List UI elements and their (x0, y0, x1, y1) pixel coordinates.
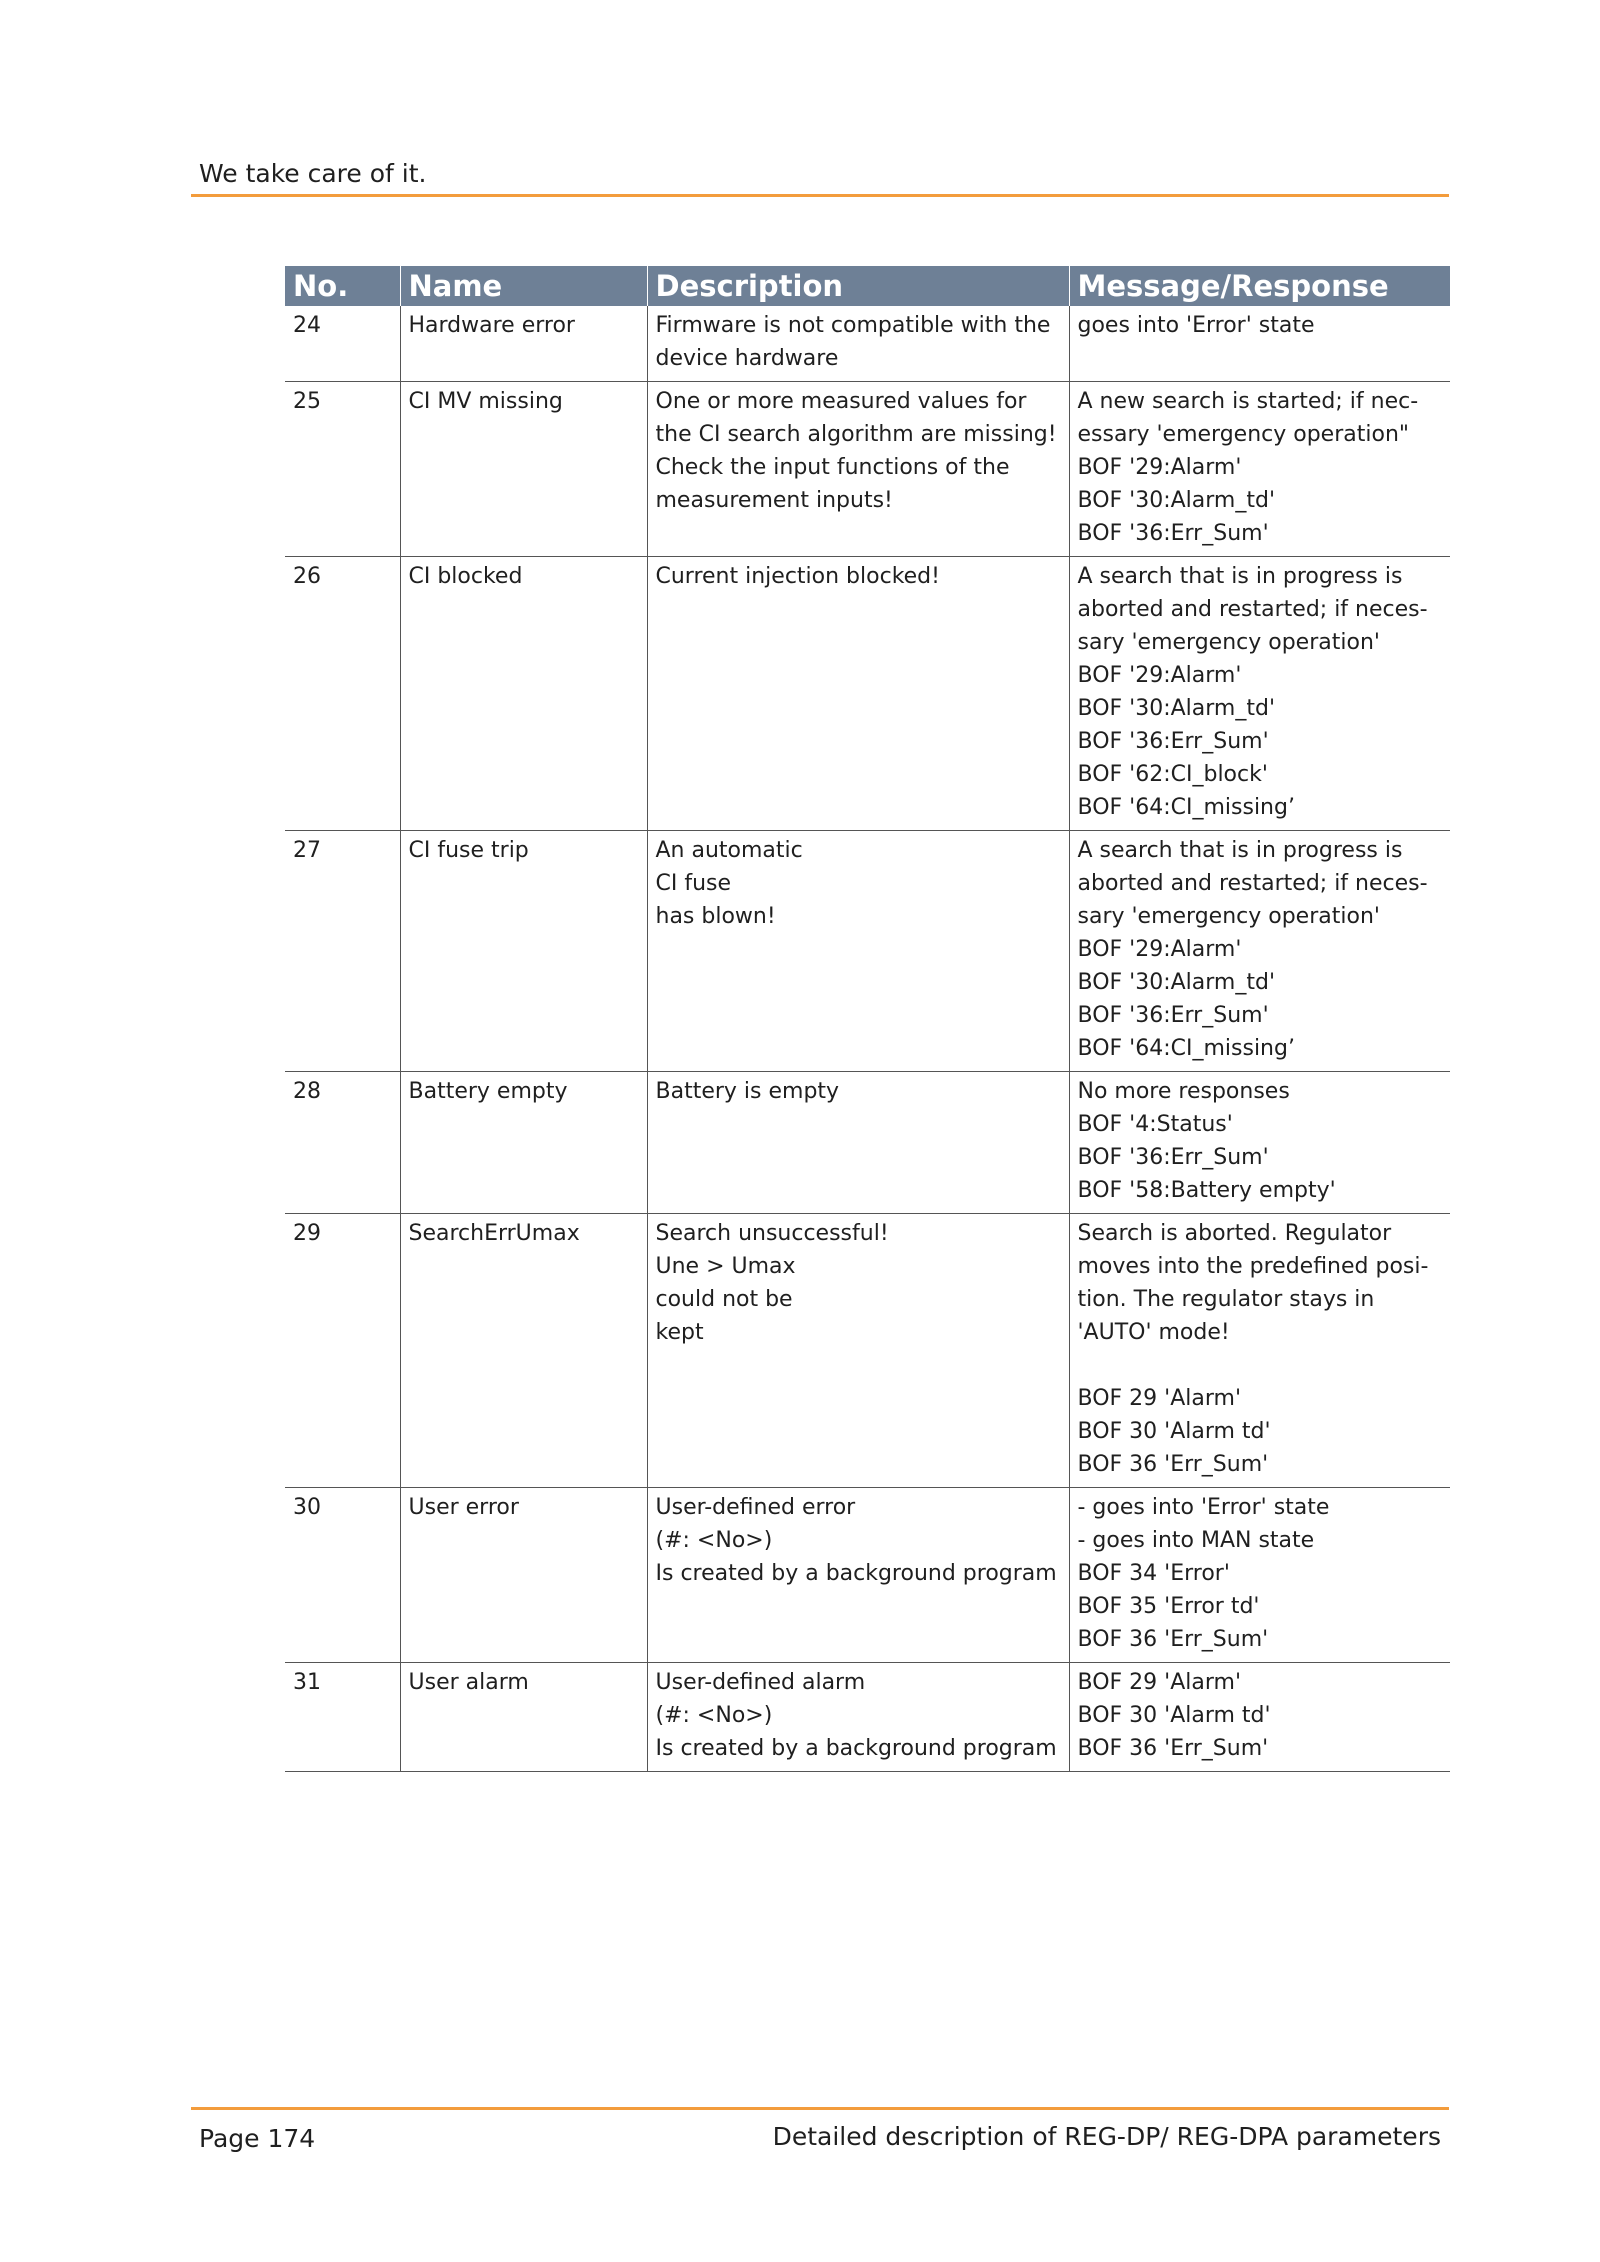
response-line: BOF '62:CI_block' (1077, 762, 1268, 787)
response-line: BOF '4:Status' (1077, 1112, 1233, 1137)
description-line: User-defined alarm (655, 1670, 866, 1695)
response-line: BOF '36:Err_Sum' (1077, 521, 1269, 546)
description-line: Check the input functions of the (655, 455, 1010, 480)
response-line: BOF '30:Alarm_td' (1077, 488, 1275, 513)
response-line: BOF '29:Alarm' (1077, 937, 1242, 962)
table-row (285, 557, 1450, 831)
column-header-name: Name (400, 266, 647, 306)
description-line: Firmware is not compatible with the (655, 313, 1051, 338)
cell-name: User alarm (400, 1663, 647, 1772)
response-line: BOF '36:Err_Sum' (1077, 1003, 1269, 1028)
cell-description (647, 1214, 1069, 1488)
table-header-row (285, 266, 1450, 306)
table-row (285, 306, 1450, 382)
response-line: aborted and restarted; if neces- (1077, 597, 1428, 622)
description-line: (#: <No>) (655, 1528, 773, 1553)
description-line: Current injection blocked! (655, 564, 940, 589)
cell-response (1069, 831, 1450, 1072)
response-line: moves into the predefined posi- (1077, 1254, 1429, 1279)
response-line: 'AUTO' mode! (1077, 1320, 1230, 1345)
table-row (285, 831, 1450, 1072)
table-row (285, 1488, 1450, 1663)
table-row (285, 382, 1450, 557)
cell-no: 24 (285, 306, 400, 382)
cell-name: Hardware error (400, 306, 647, 382)
response-line: BOF 36 'Err_Sum' (1077, 1736, 1269, 1761)
column-header-no: No. (285, 266, 400, 306)
cell-response (1069, 557, 1450, 831)
column-header-description: Description (647, 266, 1069, 306)
response-line: BOF '64:CI_missing’ (1077, 1036, 1295, 1061)
response-line: Search is aborted. Regulator (1077, 1221, 1392, 1246)
description-line: An automatic (655, 838, 803, 863)
cell-no: 30 (285, 1488, 400, 1663)
cell-response (1069, 1214, 1450, 1488)
description-line: Une > Umax (655, 1254, 796, 1279)
response-line: tion. The regulator stays in (1077, 1287, 1375, 1312)
description-line: One or more measured values for (655, 389, 1027, 414)
response-line: goes into 'Error' state (1077, 313, 1315, 338)
response-line: BOF '29:Alarm' (1077, 455, 1242, 480)
description-line: the CI search algorithm are missing! (655, 422, 1057, 447)
response-line: BOF 34 'Error' (1077, 1561, 1230, 1586)
response-line: BOF 35 'Error td' (1077, 1594, 1260, 1619)
response-line: BOF '29:Alarm' (1077, 663, 1242, 688)
cell-response (1069, 1488, 1450, 1663)
description-line: device hardware (655, 346, 839, 371)
description-line: Search unsuccessful! (655, 1221, 889, 1246)
response-line: BOF 29 'Alarm' (1077, 1386, 1241, 1411)
cell-response (1069, 1663, 1450, 1772)
table-row (285, 1663, 1450, 1772)
response-line: sary 'emergency operation' (1077, 630, 1380, 655)
cell-description (647, 382, 1069, 557)
response-line: No more responses (1077, 1079, 1290, 1104)
page-header (191, 152, 1449, 197)
description-line: Battery is empty (655, 1079, 840, 1104)
page-footer (191, 2107, 1449, 2170)
footer-title: Detailed description of REG-DP/ REG-DPA parameters (772, 2122, 1441, 2151)
cell-description (647, 306, 1069, 382)
response-line: BOF '36:Err_Sum' (1077, 729, 1269, 754)
header-tagline: We take care of it. (199, 159, 427, 188)
description-line: has blown! (655, 904, 776, 929)
description-line: could not be (655, 1287, 793, 1312)
description-line: Is created by a background program (655, 1561, 1057, 1586)
cell-description (647, 831, 1069, 1072)
description-line: kept (655, 1320, 704, 1345)
cell-description (647, 1663, 1069, 1772)
cell-response (1069, 1072, 1450, 1214)
cell-no: 28 (285, 1072, 400, 1214)
response-line: BOF '36:Err_Sum' (1077, 1145, 1269, 1170)
cell-name: User error (400, 1488, 647, 1663)
cell-description (647, 557, 1069, 831)
cell-description (647, 1488, 1069, 1663)
cell-no: 27 (285, 831, 400, 1072)
error-table (285, 266, 1450, 1772)
cell-response (1069, 382, 1450, 557)
response-line: BOF 30 'Alarm td' (1077, 1703, 1271, 1728)
response-line: BOF 36 'Err_Sum' (1077, 1627, 1269, 1652)
cell-name: CI MV missing (400, 382, 647, 557)
response-line: BOF '30:Alarm_td' (1077, 970, 1275, 995)
page-number: Page 174 (199, 2124, 316, 2153)
description-line: measurement inputs! (655, 488, 893, 513)
description-line: (#: <No>) (655, 1703, 773, 1728)
cell-response (1069, 306, 1450, 382)
error-table-container (285, 266, 1450, 1772)
cell-no: 26 (285, 557, 400, 831)
cell-name: CI blocked (400, 557, 647, 831)
response-line: - goes into MAN state (1077, 1528, 1315, 1553)
response-line: aborted and restarted; if neces- (1077, 871, 1428, 896)
table-body (285, 306, 1450, 1772)
response-line: BOF 30 'Alarm td' (1077, 1419, 1271, 1444)
response-line: BOF '30:Alarm_td' (1077, 696, 1275, 721)
table-row (285, 1214, 1450, 1488)
response-line: BOF 36 'Err_Sum' (1077, 1452, 1269, 1477)
table-row (285, 1072, 1450, 1214)
description-line: CI fuse (655, 871, 732, 896)
response-line: BOF 29 'Alarm' (1077, 1670, 1241, 1695)
cell-no: 31 (285, 1663, 400, 1772)
cell-no: 25 (285, 382, 400, 557)
response-line: A search that is in progress is (1077, 838, 1403, 863)
response-line: A new search is started; if nec- (1077, 389, 1419, 414)
cell-no: 29 (285, 1214, 400, 1488)
response-line: BOF '58:Battery empty' (1077, 1178, 1336, 1203)
response-line: A search that is in progress is (1077, 564, 1403, 589)
cell-description (647, 1072, 1069, 1214)
description-line: Is created by a background program (655, 1736, 1057, 1761)
cell-name: Battery empty (400, 1072, 647, 1214)
response-spacer (1078, 1349, 1443, 1382)
response-line: BOF '64:CI_missing’ (1077, 795, 1295, 820)
column-header-response: Message/Response (1069, 266, 1450, 306)
response-line: - goes into 'Error' state (1077, 1495, 1330, 1520)
cell-name: CI fuse trip (400, 831, 647, 1072)
description-line: User-defined error (655, 1495, 856, 1520)
response-line: sary 'emergency operation' (1077, 904, 1380, 929)
cell-name: SearchErrUmax (400, 1214, 647, 1488)
response-line: essary 'emergency operation" (1077, 422, 1410, 447)
